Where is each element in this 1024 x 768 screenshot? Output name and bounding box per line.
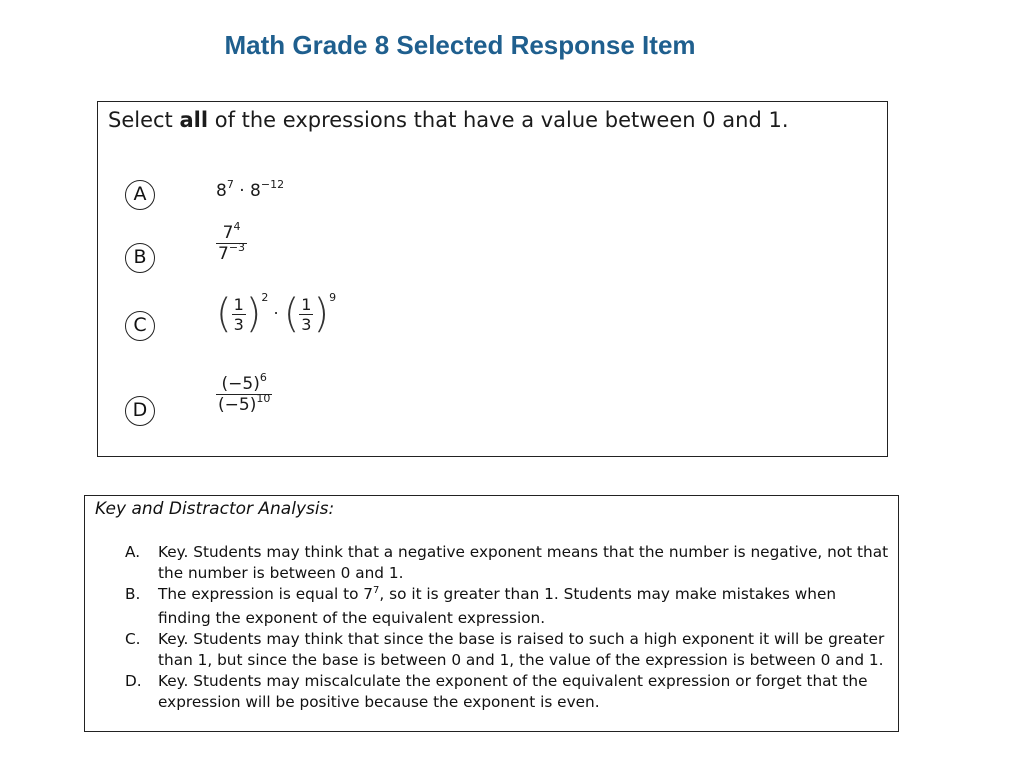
expr-c-den2: 3 bbox=[301, 314, 312, 334]
expr-d-fraction bbox=[216, 371, 272, 415]
expr-c-dot: · bbox=[273, 303, 279, 323]
question-prompt bbox=[108, 108, 789, 132]
option-a-expression bbox=[216, 178, 285, 201]
expr-c-fraction-2 bbox=[299, 295, 313, 334]
item-text: Key. Students may think that since the base is raised to such a high exponent it will be greater than 1, but since the base is between 0 and 1, the value of the expression is between 0 and 1. bbox=[158, 629, 885, 670]
expr-b-fraction bbox=[216, 220, 247, 264]
option-c-expression bbox=[216, 290, 337, 337]
expr-d-den-exp: 10 bbox=[256, 392, 271, 405]
key-analysis-list bbox=[125, 542, 890, 714]
expr-b-num-base: 7 bbox=[222, 223, 234, 243]
option-b-bubble[interactable]: B bbox=[125, 243, 155, 273]
item-text: Key. Students may miscalculate the exponent of the equivalent expression or forget that the expression will be positive because the exponent is even. bbox=[158, 672, 868, 712]
option-a-bubble[interactable]: A bbox=[125, 180, 155, 210]
expr-a-exp1: 7 bbox=[226, 178, 234, 191]
expr-c-num2: 1 bbox=[301, 294, 312, 314]
expr-b-den-base: 7 bbox=[218, 244, 229, 264]
expr-a-base1: 8 bbox=[216, 181, 227, 201]
key-analysis-heading: Key and Distractor Analysis: bbox=[95, 499, 335, 519]
prompt-text-start: Select bbox=[108, 108, 180, 132]
paren-right-icon: ) bbox=[313, 291, 330, 337]
item-label: A. bbox=[125, 543, 141, 561]
expr-b-den-exp: −3 bbox=[228, 241, 246, 254]
expr-d-numerator bbox=[216, 371, 272, 394]
item-label: B. bbox=[125, 585, 141, 604]
item-text-start: The expression is equal to 7 bbox=[158, 585, 374, 604]
paren-left-icon: ( bbox=[283, 291, 300, 337]
expr-c-fraction-1 bbox=[232, 295, 246, 334]
list-item bbox=[125, 629, 890, 671]
expr-d-num-base: (−5) bbox=[221, 374, 260, 394]
option-b-expression bbox=[216, 220, 247, 264]
prompt-text-end: of the expressions that have a value between 0 and 1. bbox=[208, 108, 789, 132]
item-text: Key. Students may think that a negative exponent means that the number is negative, not that the number is between 0 and 1. bbox=[158, 543, 889, 583]
expr-a-base2: 8 bbox=[250, 181, 261, 201]
expr-d-denominator bbox=[216, 394, 272, 415]
option-d-expression bbox=[216, 371, 272, 415]
prompt-emphasis: all bbox=[179, 108, 209, 132]
page-title: Math Grade 8 Selected Response Item bbox=[224, 30, 696, 60]
expr-c-exp2: 9 bbox=[329, 290, 337, 304]
expr-b-num-exp: 4 bbox=[233, 220, 241, 233]
expr-d-den-base: (−5) bbox=[218, 395, 257, 415]
item-label: C. bbox=[125, 629, 141, 648]
question-box bbox=[97, 101, 888, 457]
paren-left-icon: ( bbox=[216, 291, 232, 337]
expr-c-exp1: 2 bbox=[261, 290, 269, 304]
expr-a-dot: · bbox=[239, 181, 245, 201]
paren-right-icon: ) bbox=[245, 291, 262, 337]
list-item bbox=[125, 542, 890, 584]
option-d-bubble[interactable]: D bbox=[125, 396, 155, 426]
item-text-exponent: 7 bbox=[373, 585, 380, 597]
item-text-end: , so it is greater than 1. Students may make mistakes when finding the exponent of the equivalent expression. bbox=[158, 585, 837, 627]
key-analysis-box bbox=[84, 495, 899, 732]
expr-b-denominator bbox=[216, 243, 247, 264]
expr-d-num-exp: 6 bbox=[259, 371, 267, 384]
expr-b-numerator bbox=[216, 220, 247, 243]
list-item bbox=[125, 584, 890, 628]
option-c-bubble[interactable]: C bbox=[125, 311, 155, 341]
expr-c-num1: 1 bbox=[233, 294, 244, 314]
expr-a-exp2: −12 bbox=[260, 178, 285, 191]
list-item bbox=[125, 671, 890, 713]
expr-c-den1: 3 bbox=[233, 314, 244, 334]
item-label: D. bbox=[125, 672, 142, 691]
